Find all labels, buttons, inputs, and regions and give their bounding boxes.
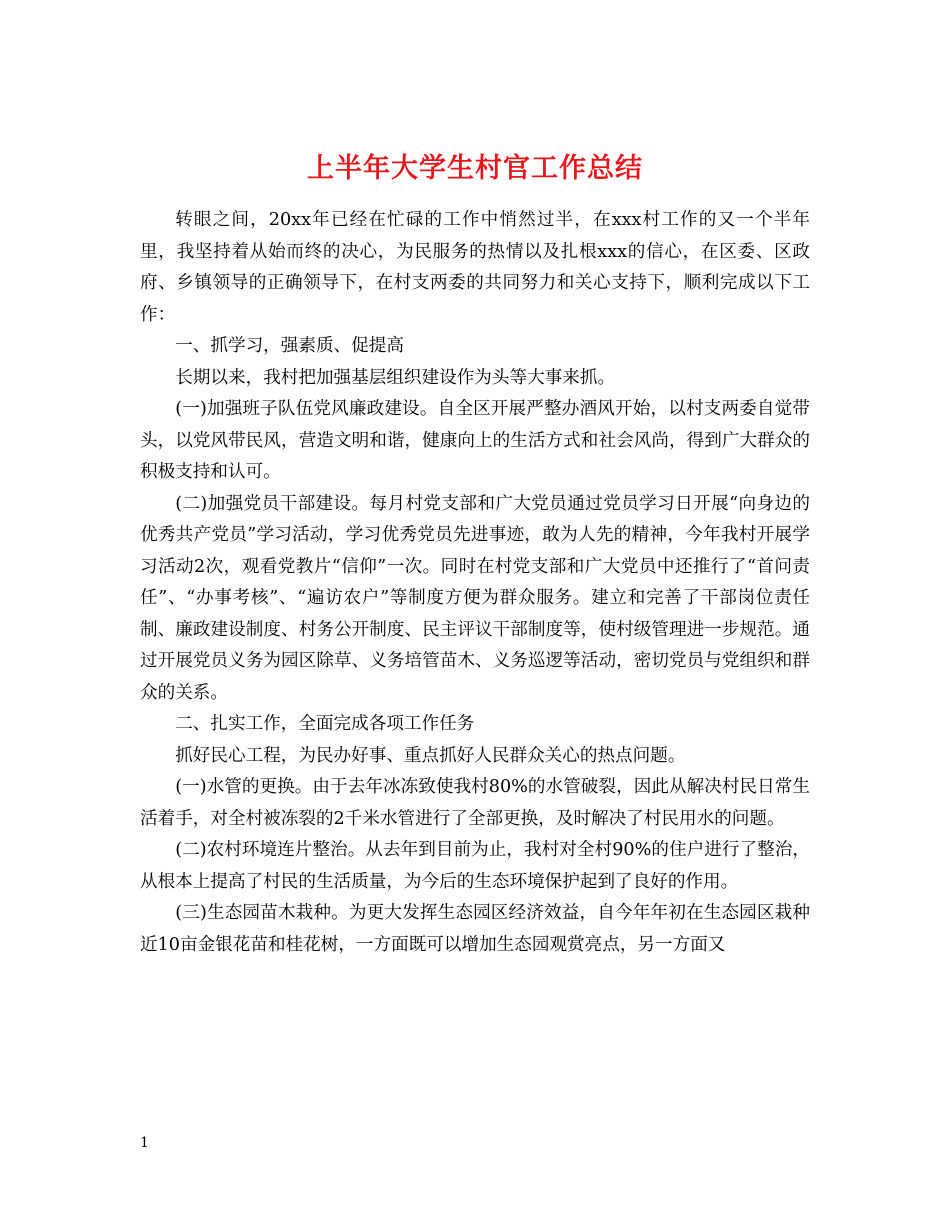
section-heading-1: 一、抓学习，强素质、促提高 xyxy=(175,336,404,356)
paragraph-intro: 转眼之间，20xx年已经在忙碌的工作中悄然过半，在xxx村工作的又一个半年里，我坚持着从始而终的决心，为民服务的热情以及扎根xxx的信心，在区委、区政府、乡镇领导的正确领导下，在村支两委的共同努力和关心支持下，顺利完成以下工作： xyxy=(140,210,810,325)
section-heading-2: 二、扎实工作，全面完成各项工作任务 xyxy=(175,714,475,734)
paragraph: (三)生态园苗木栽种。为更大发挥生态园区经济效益，自今年年初在生态园区栽种近10亩金银花苗和桂花树，一方面既可以增加生态园观赏亮点，另一方面又 xyxy=(140,903,810,955)
paragraph: (一)水管的更换。由于去年冰冻致使我村80%的水管破裂，因此从解决村民日常生活着手，对全村被冻裂的2千米水管进行了全部更换，及时解决了村民用水的问题。 xyxy=(140,777,810,829)
document-body xyxy=(140,205,810,961)
document-title: 上半年大学生村官工作总结 xyxy=(307,153,643,185)
paragraph: 长期以来，我村把加强基层组织建设作为头等大事来抓。 xyxy=(175,367,616,388)
paragraph: (一)加强班子队伍党风廉政建设。自全区开展严整办酒风开始，以村支两委自觉带头，以党风带民风，营造文明和谐，健康向上的生活方式和社会风尚，得到广大群众的积极支持和认可。 xyxy=(140,399,810,482)
paragraph: 抓好民心工程，为民办好事、重点抓好人民群众关心的热点问题。 xyxy=(175,745,686,766)
paragraph: (二)加强党员干部建设。每月村党支部和广大党员通过党员学习日开展“向身边的优秀共产党员”学习活动，学习优秀党员先进事迹，敢为人先的精神，今年我村开展学习活动2次，观看党教片“信仰”一次。同时在村党支部和广大党员中还推行了“首问责任”、“办事考核”、“遍访农户”等制度方便为群众服务。建立和完善了干部岗位责任制、廉政建设制度、村务公开制度、民主评议干部制度等，使村级管理进一步规范。通过开展党员义务为园区除草、义务培管苗木、义务巡逻等活动，密切党员与党组织和群众的关系。 xyxy=(140,493,810,703)
paragraph: (二)农村环境连片整治。从去年到目前为止，我村对全村90%的住户进行了整治，从根本上提高了村民的生活质量，为今后的生态环境保护起到了良好的作用。 xyxy=(140,840,810,892)
page-number: 1 xyxy=(140,1135,149,1151)
